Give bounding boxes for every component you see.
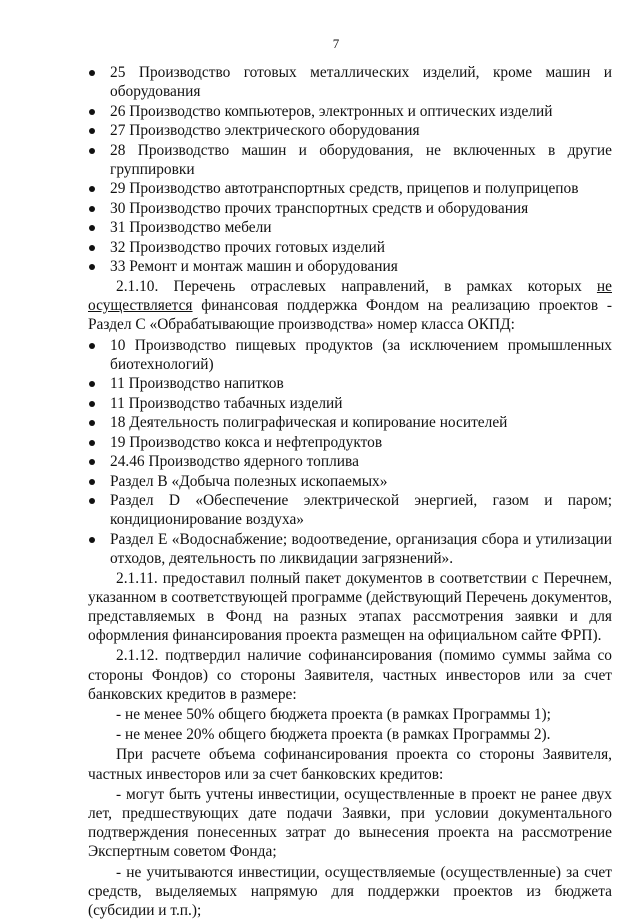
list-item: 11 Производство напитков [88,374,612,393]
list-item: 11 Производство табачных изделий [88,394,612,413]
list-item: 10 Производство пищевых продуктов (за исключением промышленных биотехнологий) [88,336,612,374]
list-item: 33 Ремонт и монтаж машин и оборудования [88,257,612,276]
min-50-percent: - не менее 50% общего бюджета проекта (в рамках Программы 1); [116,706,551,724]
bullet-icon [89,225,95,231]
document-page [88,36,612,921]
bullet-icon [89,537,95,543]
bullet-icon [89,440,95,446]
underlined-text: не осуществляется [88,277,612,315]
bullet-icon [89,459,95,465]
list-item: 19 Производство кокса и нефтепродуктов [88,433,612,452]
bullet-icon [89,343,95,349]
bullet-icon [89,479,95,485]
calc-intro: При расчете объема софинансирования проекта со стороны Заявителя, частных инвесторов или за счет банковских кредитов: [88,746,612,783]
clause-2-1-10: 2.1.10. Перечень отраслевых направлений, в рамках которых не осуществляется финансовая поддержка Фондом на реализацию проектов - Раздел С «Обрабатывающие производства» номер класса ОКПД: [88,277,612,334]
clause-2-1-11: 2.1.11. предоставил полный пакет документов в соответствии с Перечнем, указанном в соответствующей программе (действующий Перечень документов, представляемых в Фонд на разных этапах рассмотрения заявки и для оформления финансирования проекта размещен на официальном сайте ФРП). [88,569,612,645]
list-item: Раздел D «Обеспечение электрической энергией, газом и паром; кондиционирование воздуха» [88,491,612,529]
bullet-icon [89,206,95,212]
bullet-icon [89,148,95,154]
bullet-icon [89,498,95,504]
bullet-icon [89,128,95,134]
okpd-excluded-list [88,336,612,569]
list-item: Раздел E «Водоснабжение; водоотведение, организация сбора и утилизации отходов, деятельность по ликвидации загрязнений». [88,530,612,568]
rule-investments-excluded: - не учитываются инвестиции, осуществляемые (осуществленные) за счет средств, выделяемых напрямую для поддержки проектов из бюджета (субсидии и т.п.); [88,863,612,920]
list-item: 26 Производство компьютеров, электронных и оптических изделий [88,102,612,121]
rule-investments-counted: - могут быть учтены инвестиции, осуществленные в проект не ранее двух лет, предшествующих дате подачи Заявки, при условии документального подтверждения понесенных затрат до вынесения проекта на рассмотрение Экспертным советом Фонда; [88,785,612,861]
bullet-icon [89,109,95,115]
bullet-icon [89,186,95,192]
list-item: 24.46 Производство ядерного топлива [88,452,612,471]
bullet-icon [89,70,95,76]
bullet-icon [89,264,95,270]
list-item: 31 Производство мебели [88,218,612,237]
list-item: 30 Производство прочих транспортных средств и оборудования [88,199,612,218]
list-item: 29 Производство автотранспортных средств, прицепов и полуприцепов [88,179,612,198]
min-20-percent: - не менее 20% общего бюджета проекта (в рамках Программы 2). [116,726,551,744]
page-number: 7 [332,36,340,51]
list-item: 25 Производство готовых металлических изделий, кроме машин и оборудования [88,63,612,101]
bullet-icon [89,420,95,426]
list-item: 18 Деятельность полиграфическая и копирование носителей [88,413,612,432]
list-item: 32 Производство прочих готовых изделий [88,238,612,257]
clause-2-1-12: 2.1.12. подтвердил наличие софинансирования (помимо суммы займа со стороны Фондов) со стороны Заявителя, частных инвесторов или за счет банковских кредитов в размере: [88,647,612,703]
okpd-included-list [88,63,612,277]
list-item: Раздел B «Добыча полезных ископаемых» [88,472,612,491]
list-item: 27 Производство электрического оборудования [88,121,612,140]
bullet-icon [89,245,95,251]
bullet-icon [89,401,95,407]
bullet-icon [89,381,95,387]
list-item: 28 Производство машин и оборудования, не включенных в другие группировки [88,141,612,179]
